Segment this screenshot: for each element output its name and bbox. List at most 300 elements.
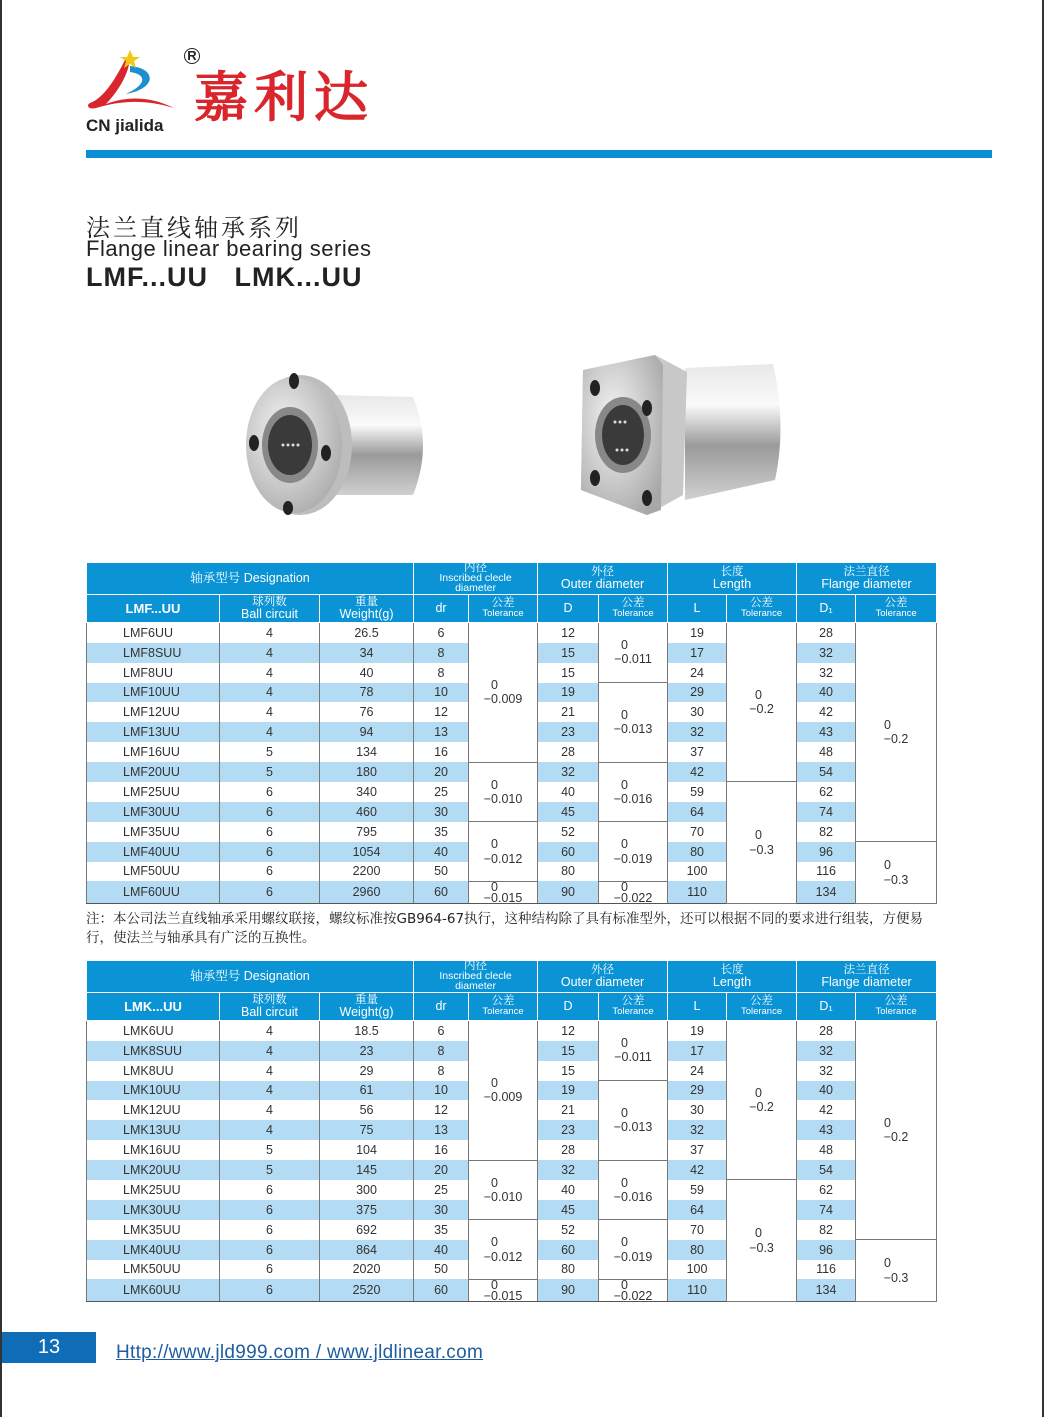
- ball-circuit-cell: 6: [220, 1220, 320, 1240]
- D-tolerance-header: 公差 Tolerance: [599, 594, 668, 622]
- L-cell: 110: [668, 1279, 727, 1301]
- L-tolerance-header: 公差 Tolerance: [727, 992, 797, 1020]
- L-cell: 30: [668, 702, 727, 722]
- dr-tolerance-cell: [469, 1160, 538, 1220]
- D1-cell: 32: [797, 1041, 856, 1061]
- tolerance-lower: −0.3: [749, 1240, 774, 1255]
- weight-cell: 26.5: [320, 622, 414, 642]
- dr-cell: 25: [414, 782, 469, 802]
- dr-cell: 8: [414, 1041, 469, 1061]
- model-cell: LMK20UU: [87, 1160, 220, 1180]
- tolerance-lower: −0.2: [749, 1100, 774, 1115]
- table-row: [87, 622, 937, 642]
- D1-cell: 134: [797, 1279, 856, 1301]
- ball-circuit-cell: 4: [220, 1120, 320, 1140]
- model-cell: LMF8UU: [87, 663, 220, 683]
- D1-cell: 32: [797, 643, 856, 663]
- D1-cell: 48: [797, 742, 856, 762]
- dr-cell: 60: [414, 1279, 469, 1301]
- model-cell: LMF12UU: [87, 702, 220, 722]
- dr-cell: 16: [414, 742, 469, 762]
- inscribed-diameter-header: 内径 Inscribed clecle diameter: [414, 563, 538, 595]
- L-cell: 42: [668, 1160, 727, 1180]
- series-title-en: Flange linear bearing series: [86, 236, 372, 261]
- model-cell: LMK13UU: [87, 1120, 220, 1140]
- model-cell: LMK35UU: [87, 1220, 220, 1240]
- ball-circuit-cell: 4: [220, 643, 320, 663]
- ball-circuit-cell: 4: [220, 702, 320, 722]
- tolerance-lower: −0.010: [483, 1189, 523, 1204]
- ball-circuit-cell: 4: [220, 1100, 320, 1120]
- ball-circuit-cell: 6: [220, 822, 320, 842]
- dr-tolerance-cell: [469, 1020, 538, 1160]
- model-cell: LMF10UU: [87, 683, 220, 703]
- D-cell: 40: [538, 782, 599, 802]
- ball-circuit-cell: 6: [220, 842, 320, 862]
- L-cell: 80: [668, 842, 727, 862]
- weight-header: 重量 Weight(g): [320, 992, 414, 1020]
- dr-cell: 35: [414, 1220, 469, 1240]
- dr-header: dr: [414, 594, 469, 622]
- weight-cell: 61: [320, 1081, 414, 1101]
- tolerance-upper: 0: [491, 837, 498, 852]
- D1-tolerance-cell: [856, 622, 937, 841]
- tolerance-upper: 0: [621, 879, 628, 894]
- model-cell: LMK16UU: [87, 1140, 220, 1160]
- D1-cell: 48: [797, 1140, 856, 1160]
- model-cell: LMK25UU: [87, 1180, 220, 1200]
- dr-cell: 20: [414, 1160, 469, 1180]
- weight-cell: 40: [320, 663, 414, 683]
- L-cell: 37: [668, 742, 727, 762]
- tolerance-lower: −0.022: [613, 1288, 653, 1303]
- D-cell: 80: [538, 862, 599, 882]
- D1-cell: 54: [797, 1160, 856, 1180]
- D-header: D: [538, 992, 599, 1020]
- model-cell: LMF13UU: [87, 722, 220, 742]
- D-cell: 23: [538, 722, 599, 742]
- D-tolerance-cell: [599, 622, 668, 682]
- model-cell: LMF20UU: [87, 762, 220, 782]
- D-cell: 45: [538, 802, 599, 822]
- weight-cell: 692: [320, 1220, 414, 1240]
- dr-tolerance-cell: [469, 762, 538, 822]
- D-tolerance-cell: [599, 1020, 668, 1080]
- tolerance-lower: −0.015: [483, 1288, 523, 1303]
- tolerance-lower: −0.3: [883, 1270, 909, 1285]
- ball-circuit-cell: 4: [220, 663, 320, 683]
- dr-tolerance-header: 公差 Tolerance: [469, 992, 538, 1020]
- ball-circuit-header: 球列数 Ball circuit: [220, 992, 320, 1020]
- inscribed-diameter-header: 内径 Inscribed clecle diameter: [414, 961, 538, 993]
- ball-circuit-cell: 6: [220, 1200, 320, 1220]
- ball-circuit-cell: 5: [220, 1160, 320, 1180]
- D-tolerance-cell: [599, 762, 668, 822]
- D1-cell: 28: [797, 622, 856, 642]
- model-cell: LMF40UU: [87, 842, 220, 862]
- L-cell: 19: [668, 1020, 727, 1040]
- dr-cell: 13: [414, 722, 469, 742]
- D1-cell: 82: [797, 822, 856, 842]
- L-tolerance-cell: [727, 1020, 797, 1180]
- tolerance-lower: −0.011: [614, 1050, 652, 1065]
- D-cell: 23: [538, 1120, 599, 1140]
- weight-cell: 104: [320, 1140, 414, 1160]
- tolerance-lower: −0.011: [614, 652, 652, 667]
- ball-circuit-cell: 6: [220, 802, 320, 822]
- L-cell: 32: [668, 722, 727, 742]
- D-tolerance-cell: [599, 1160, 668, 1220]
- dr-cell: 8: [414, 663, 469, 683]
- D1-tolerance-cell: [856, 1020, 937, 1239]
- L-tolerance-cell: [727, 782, 797, 904]
- dr-cell: 6: [414, 622, 469, 642]
- D-cell: 45: [538, 1200, 599, 1220]
- dr-header: dr: [414, 992, 469, 1020]
- weight-cell: 75: [320, 1120, 414, 1140]
- ball-circuit-cell: 4: [220, 1061, 320, 1081]
- D-cell: 12: [538, 622, 599, 642]
- D-tolerance-cell: [599, 1081, 668, 1161]
- L-cell: 17: [668, 643, 727, 663]
- L-cell: 37: [668, 1140, 727, 1160]
- tolerance-lower: −0.015: [483, 890, 523, 905]
- L-tolerance-header: 公差 Tolerance: [727, 594, 797, 622]
- dr-cell: 40: [414, 842, 469, 862]
- tolerance-upper: 0: [621, 837, 628, 852]
- D-cell: 15: [538, 1061, 599, 1081]
- dr-cell: 8: [414, 643, 469, 663]
- weight-cell: 300: [320, 1180, 414, 1200]
- D1-tolerance-cell: [856, 1240, 937, 1302]
- D1-cell: 42: [797, 702, 856, 722]
- dr-cell: 6: [414, 1020, 469, 1040]
- D1-cell: 96: [797, 1240, 856, 1260]
- model-cell: LMF50UU: [87, 862, 220, 882]
- tolerance-lower: −0.013: [613, 722, 653, 737]
- weight-cell: 2200: [320, 862, 414, 882]
- L-cell: 110: [668, 881, 727, 903]
- weight-cell: 375: [320, 1200, 414, 1220]
- D-tolerance-cell: [599, 881, 668, 903]
- tolerance-lower: −0.009: [483, 692, 523, 707]
- length-header: 长度 Length: [668, 563, 797, 595]
- D-cell: 52: [538, 822, 599, 842]
- model-cell: LMK6UU: [87, 1020, 220, 1040]
- L-cell: 29: [668, 683, 727, 703]
- tolerance-lower: −0.3: [883, 872, 909, 887]
- weight-cell: 2520: [320, 1279, 414, 1301]
- D-tolerance-header: 公差 Tolerance: [599, 992, 668, 1020]
- D1-cell: 74: [797, 1200, 856, 1220]
- model-cell: LMK30UU: [87, 1200, 220, 1220]
- table-row: [87, 1160, 937, 1180]
- D1-cell: 28: [797, 1020, 856, 1040]
- D1-cell: 62: [797, 1180, 856, 1200]
- tolerance-lower: −0.009: [483, 1090, 523, 1105]
- ball-circuit-cell: 6: [220, 862, 320, 882]
- tolerance-upper: 0: [755, 1226, 762, 1241]
- series-label: LMF...UU: [87, 594, 220, 622]
- D-cell: 90: [538, 1279, 599, 1301]
- D-cell: 19: [538, 1081, 599, 1101]
- tolerance-upper: 0: [621, 1277, 628, 1292]
- ball-circuit-cell: 4: [220, 1041, 320, 1061]
- D1-cell: 40: [797, 683, 856, 703]
- tolerance-lower: −0.016: [613, 1189, 653, 1204]
- model-cell: LMK8SUU: [87, 1041, 220, 1061]
- brand-name-cn: 嘉利达: [194, 65, 374, 129]
- D1-header: D₁: [797, 594, 856, 622]
- header-divider: [86, 150, 992, 158]
- L-cell: 80: [668, 1240, 727, 1260]
- tolerance-upper: 0: [755, 1085, 762, 1100]
- weight-cell: 1054: [320, 842, 414, 862]
- D-cell: 15: [538, 1041, 599, 1061]
- tolerance-upper: 0: [621, 1175, 628, 1190]
- dr-cell: 8: [414, 1061, 469, 1081]
- ball-circuit-cell: 6: [220, 782, 320, 802]
- tolerance-upper: 0: [491, 1277, 498, 1292]
- square-flange-bearing-image: [575, 350, 795, 520]
- D1-cell: 43: [797, 722, 856, 742]
- dr-tolerance-header: 公差 Tolerance: [469, 594, 538, 622]
- D1-tolerance-header: 公差 Tolerance: [856, 594, 937, 622]
- weight-cell: 76: [320, 702, 414, 722]
- tolerance-lower: −0.022: [613, 890, 653, 905]
- ball-circuit-cell: 6: [220, 1279, 320, 1301]
- ball-circuit-cell: 4: [220, 1020, 320, 1040]
- dr-cell: 35: [414, 822, 469, 842]
- L-tolerance-cell: [727, 1180, 797, 1302]
- ball-circuit-cell: 4: [220, 722, 320, 742]
- tolerance-upper: 0: [491, 1235, 498, 1250]
- dr-tolerance-cell: [469, 622, 538, 762]
- D-cell: 19: [538, 683, 599, 703]
- tolerance-lower: −0.2: [749, 702, 774, 717]
- dr-cell: 12: [414, 1100, 469, 1120]
- D-cell: 21: [538, 1100, 599, 1120]
- weight-cell: 864: [320, 1240, 414, 1260]
- D1-cell: 43: [797, 1120, 856, 1140]
- ball-circuit-cell: 6: [220, 881, 320, 903]
- dr-cell: 16: [414, 1140, 469, 1160]
- model-cell: LMF6UU: [87, 622, 220, 642]
- footnote: 注：本公司法兰直线轴承采用螺纹联接，螺纹标准按GB964-67执行，这种结构除了具有标准型外，还可以根据不同的要求进行组装，方便易行，使法兰与轴承具有广泛的互换性。: [86, 911, 924, 946]
- website-link[interactable]: Http://www.jld999.com / www.jldlinear.com: [116, 1342, 484, 1363]
- D1-cell: 32: [797, 1061, 856, 1081]
- D1-header: D₁: [797, 992, 856, 1020]
- ball-circuit-cell: 5: [220, 1140, 320, 1160]
- model-cell: LMF60UU: [87, 881, 220, 903]
- weight-cell: 34: [320, 643, 414, 663]
- tolerance-lower: −0.010: [483, 791, 523, 806]
- tolerance-upper: 0: [621, 1105, 628, 1120]
- tolerance-upper: 0: [621, 1235, 628, 1250]
- tolerance-upper: 0: [621, 1036, 628, 1051]
- L-cell: 17: [668, 1041, 727, 1061]
- D-cell: 80: [538, 1260, 599, 1280]
- ball-circuit-cell: 6: [220, 1260, 320, 1280]
- L-header: L: [668, 594, 727, 622]
- tolerance-lower: −0.012: [483, 851, 523, 866]
- dr-cell: 25: [414, 1180, 469, 1200]
- tolerance-lower: −0.012: [483, 1249, 523, 1264]
- dr-cell: 50: [414, 862, 469, 882]
- designation-header: 轴承型号 Designation: [87, 961, 414, 993]
- flange-diameter-header: 法兰直径 Flange diameter: [797, 563, 937, 595]
- D-cell: 15: [538, 643, 599, 663]
- tolerance-upper: 0: [621, 707, 628, 722]
- D1-cell: 96: [797, 842, 856, 862]
- D1-cell: 54: [797, 762, 856, 782]
- tolerance-upper: 0: [884, 717, 891, 732]
- D-cell: 32: [538, 1160, 599, 1180]
- L-cell: 42: [668, 762, 727, 782]
- tolerance-upper: 0: [884, 1115, 891, 1130]
- table-row: [87, 1020, 937, 1040]
- D1-cell: 74: [797, 802, 856, 822]
- table-row: [87, 822, 937, 842]
- D1-tolerance-header: 公差 Tolerance: [856, 992, 937, 1020]
- tolerance-upper: 0: [755, 687, 762, 702]
- tolerance-upper: 0: [884, 858, 891, 873]
- table-row: [87, 1220, 937, 1240]
- D-cell: 32: [538, 762, 599, 782]
- D-tolerance-cell: [599, 822, 668, 882]
- tolerance-upper: 0: [491, 879, 498, 894]
- D-cell: 28: [538, 742, 599, 762]
- model-cell: LMF30UU: [87, 802, 220, 822]
- page-number: 13: [2, 1332, 96, 1363]
- dr-cell: 13: [414, 1120, 469, 1140]
- tolerance-upper: 0: [491, 677, 498, 692]
- brand-name-en: CN jialida: [86, 116, 164, 135]
- L-cell: 70: [668, 1220, 727, 1240]
- dr-cell: 10: [414, 1081, 469, 1101]
- tolerance-lower: −0.2: [883, 732, 909, 746]
- L-cell: 70: [668, 822, 727, 842]
- D-cell: 60: [538, 1240, 599, 1260]
- L-cell: 24: [668, 1061, 727, 1081]
- tolerance-upper: 0: [491, 777, 498, 792]
- dr-tolerance-cell: [469, 1279, 538, 1301]
- registered-mark: R: [184, 48, 200, 64]
- D1-cell: 42: [797, 1100, 856, 1120]
- lmk-spec-table: [86, 960, 937, 1302]
- weight-cell: 2960: [320, 881, 414, 903]
- tolerance-lower: −0.3: [749, 842, 774, 857]
- tolerance-lower: −0.019: [613, 851, 653, 866]
- model-cell: LMF35UU: [87, 822, 220, 842]
- tolerance-lower: −0.016: [613, 791, 653, 806]
- dr-cell: 30: [414, 802, 469, 822]
- weight-cell: 460: [320, 802, 414, 822]
- tolerance-upper: 0: [621, 777, 628, 792]
- logo-swoosh-icon: [86, 48, 178, 118]
- D-cell: 28: [538, 1140, 599, 1160]
- tolerance-lower: −0.013: [613, 1120, 653, 1135]
- series-title-cn: 法兰直线轴承系列: [86, 214, 302, 242]
- dr-cell: 30: [414, 1200, 469, 1220]
- tolerance-upper: 0: [491, 1075, 498, 1090]
- D1-cell: 32: [797, 663, 856, 683]
- table-row: [87, 1279, 937, 1301]
- outer-diameter-header: 外径 Outer diameter: [538, 563, 668, 595]
- ball-circuit-header: 球列数 Ball circuit: [220, 594, 320, 622]
- D-tolerance-cell: [599, 683, 668, 763]
- L-cell: 59: [668, 782, 727, 802]
- L-cell: 64: [668, 802, 727, 822]
- flange-diameter-header: 法兰直径 Flange diameter: [797, 961, 937, 993]
- weight-cell: 134: [320, 742, 414, 762]
- model-cell: LMK12UU: [87, 1100, 220, 1120]
- weight-cell: 795: [320, 822, 414, 842]
- dr-tolerance-cell: [469, 822, 538, 882]
- tolerance-upper: 0: [884, 1256, 891, 1271]
- dr-cell: 40: [414, 1240, 469, 1260]
- ball-circuit-cell: 4: [220, 1081, 320, 1101]
- weight-header: 重量 Weight(g): [320, 594, 414, 622]
- D-tolerance-cell: [599, 1220, 668, 1280]
- D-cell: 12: [538, 1020, 599, 1040]
- outer-diameter-header: 外径 Outer diameter: [538, 961, 668, 993]
- model-cell: LMK40UU: [87, 1240, 220, 1260]
- weight-cell: 18.5: [320, 1020, 414, 1040]
- ball-circuit-cell: 5: [220, 742, 320, 762]
- lmf-spec-table: [86, 562, 937, 904]
- L-cell: 100: [668, 862, 727, 882]
- model-cell: LMK8UU: [87, 1061, 220, 1081]
- D-cell: 90: [538, 881, 599, 903]
- D-tolerance-cell: [599, 1279, 668, 1301]
- L-cell: 19: [668, 622, 727, 642]
- weight-cell: 23: [320, 1041, 414, 1061]
- tolerance-lower: −0.2: [883, 1130, 909, 1144]
- brand-logo: [86, 48, 386, 138]
- tolerance-upper: 0: [621, 638, 628, 653]
- D1-cell: 134: [797, 881, 856, 903]
- dr-cell: 20: [414, 762, 469, 782]
- designation-header: 轴承型号 Designation: [87, 563, 414, 595]
- round-flange-bearing-image: [228, 345, 438, 520]
- weight-cell: 145: [320, 1160, 414, 1180]
- D1-cell: 116: [797, 862, 856, 882]
- weight-cell: 180: [320, 762, 414, 782]
- tolerance-upper: 0: [755, 828, 762, 843]
- L-cell: 59: [668, 1180, 727, 1200]
- model-cell: LMK50UU: [87, 1260, 220, 1280]
- ball-circuit-cell: 6: [220, 1240, 320, 1260]
- D1-tolerance-cell: [856, 842, 937, 904]
- length-header: 长度 Length: [668, 961, 797, 993]
- D1-cell: 116: [797, 1260, 856, 1280]
- L-tolerance-cell: [727, 622, 797, 782]
- L-cell: 32: [668, 1120, 727, 1140]
- series-label: LMK...UU: [87, 992, 220, 1020]
- model-cell: LMF16UU: [87, 742, 220, 762]
- table-row: [87, 881, 937, 903]
- D1-cell: 40: [797, 1081, 856, 1101]
- table-row: [87, 762, 937, 782]
- series-models: LMF...UU LMK...UU: [86, 262, 363, 292]
- dr-cell: 10: [414, 683, 469, 703]
- ball-circuit-cell: 5: [220, 762, 320, 782]
- dr-cell: 50: [414, 1260, 469, 1280]
- dr-tolerance-cell: [469, 1220, 538, 1280]
- model-cell: LMK10UU: [87, 1081, 220, 1101]
- D1-cell: 62: [797, 782, 856, 802]
